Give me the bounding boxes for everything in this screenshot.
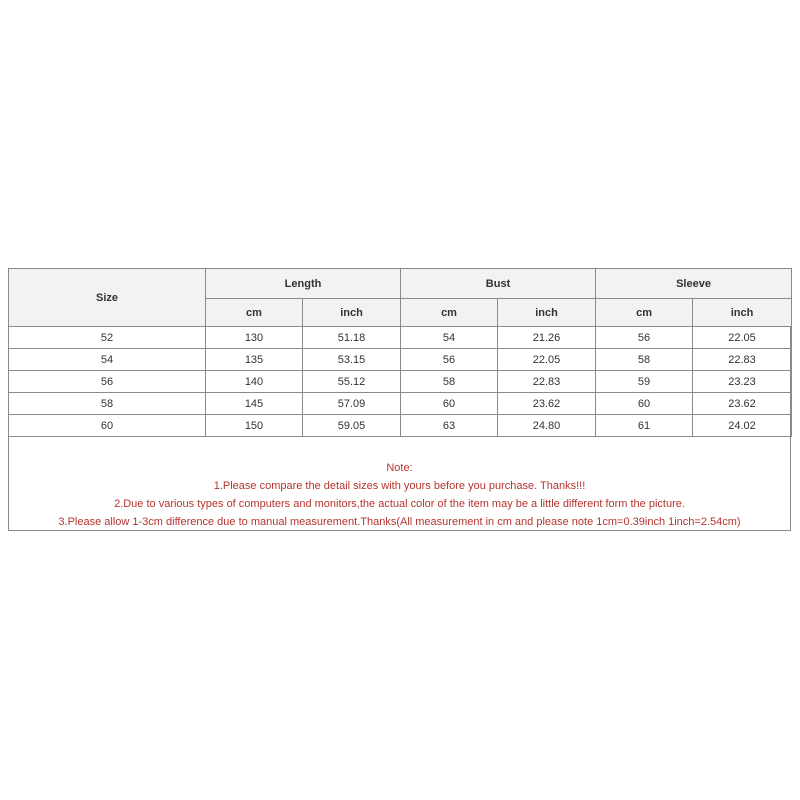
group-header-sleeve: Sleeve [596,269,792,299]
table-cell: 130 [206,327,303,349]
unit-header: inch [498,299,596,327]
table-cell: 63 [401,415,498,437]
table-cell: 58 [401,371,498,393]
table-cell: 60 [596,393,693,415]
table-cell: 51.18 [303,327,401,349]
table-cell: 59 [596,371,693,393]
unit-header: cm [596,299,693,327]
size-cell: 60 [9,415,206,437]
note-line: 1.Please compare the detail sizes with yours before you purchase. Thanks!!! [213,480,586,492]
table-row [9,393,792,415]
table-cell: 54 [401,327,498,349]
size-cell: 56 [9,371,206,393]
table-row [9,371,792,393]
size-header: Size [9,269,206,327]
notes-title: Note: [386,462,413,474]
unit-header: cm [206,299,303,327]
table-row [9,415,792,437]
table-cell: 23.62 [693,393,792,415]
table-cell: 22.83 [693,349,792,371]
table-cell: 56 [401,349,498,371]
group-header-length: Length [206,269,401,299]
table-cell: 22.83 [498,371,596,393]
note-line: 3.Please allow 1-3cm difference due to manual measurement.Thanks(All measurement in cm and please note 1cm=0.39inch 1inch=2.54cm) [58,516,741,528]
table-cell: 23.62 [498,393,596,415]
table-cell: 53.15 [303,349,401,371]
table-cell: 140 [206,371,303,393]
unit-header: cm [401,299,498,327]
size-cell: 52 [9,327,206,349]
table-cell: 59.05 [303,415,401,437]
table-cell: 150 [206,415,303,437]
table-cell: 135 [206,349,303,371]
size-table [8,268,792,437]
table-cell: 56 [596,327,693,349]
table-cell: 58 [596,349,693,371]
table-cell: 22.05 [498,349,596,371]
note-line: 2.Due to various types of computers and monitors,the actual color of the item may be a little different form the picture. [114,498,685,510]
header-row-groups [9,269,792,299]
size-cell: 54 [9,349,206,371]
table-cell: 55.12 [303,371,401,393]
size-chart [8,268,791,531]
table-row [9,349,792,371]
table-cell: 57.09 [303,393,401,415]
table-cell: 24.80 [498,415,596,437]
table-row [9,327,792,349]
unit-header: inch [693,299,792,327]
table-cell: 21.26 [498,327,596,349]
table-cell: 145 [206,393,303,415]
table-cell: 22.05 [693,327,792,349]
table-cell: 61 [596,415,693,437]
table-cell: 23.23 [693,371,792,393]
notes-section [9,459,790,531]
unit-header: inch [303,299,401,327]
group-header-bust: Bust [401,269,596,299]
table-cell: 24.02 [693,415,792,437]
table-cell: 60 [401,393,498,415]
size-cell: 58 [9,393,206,415]
